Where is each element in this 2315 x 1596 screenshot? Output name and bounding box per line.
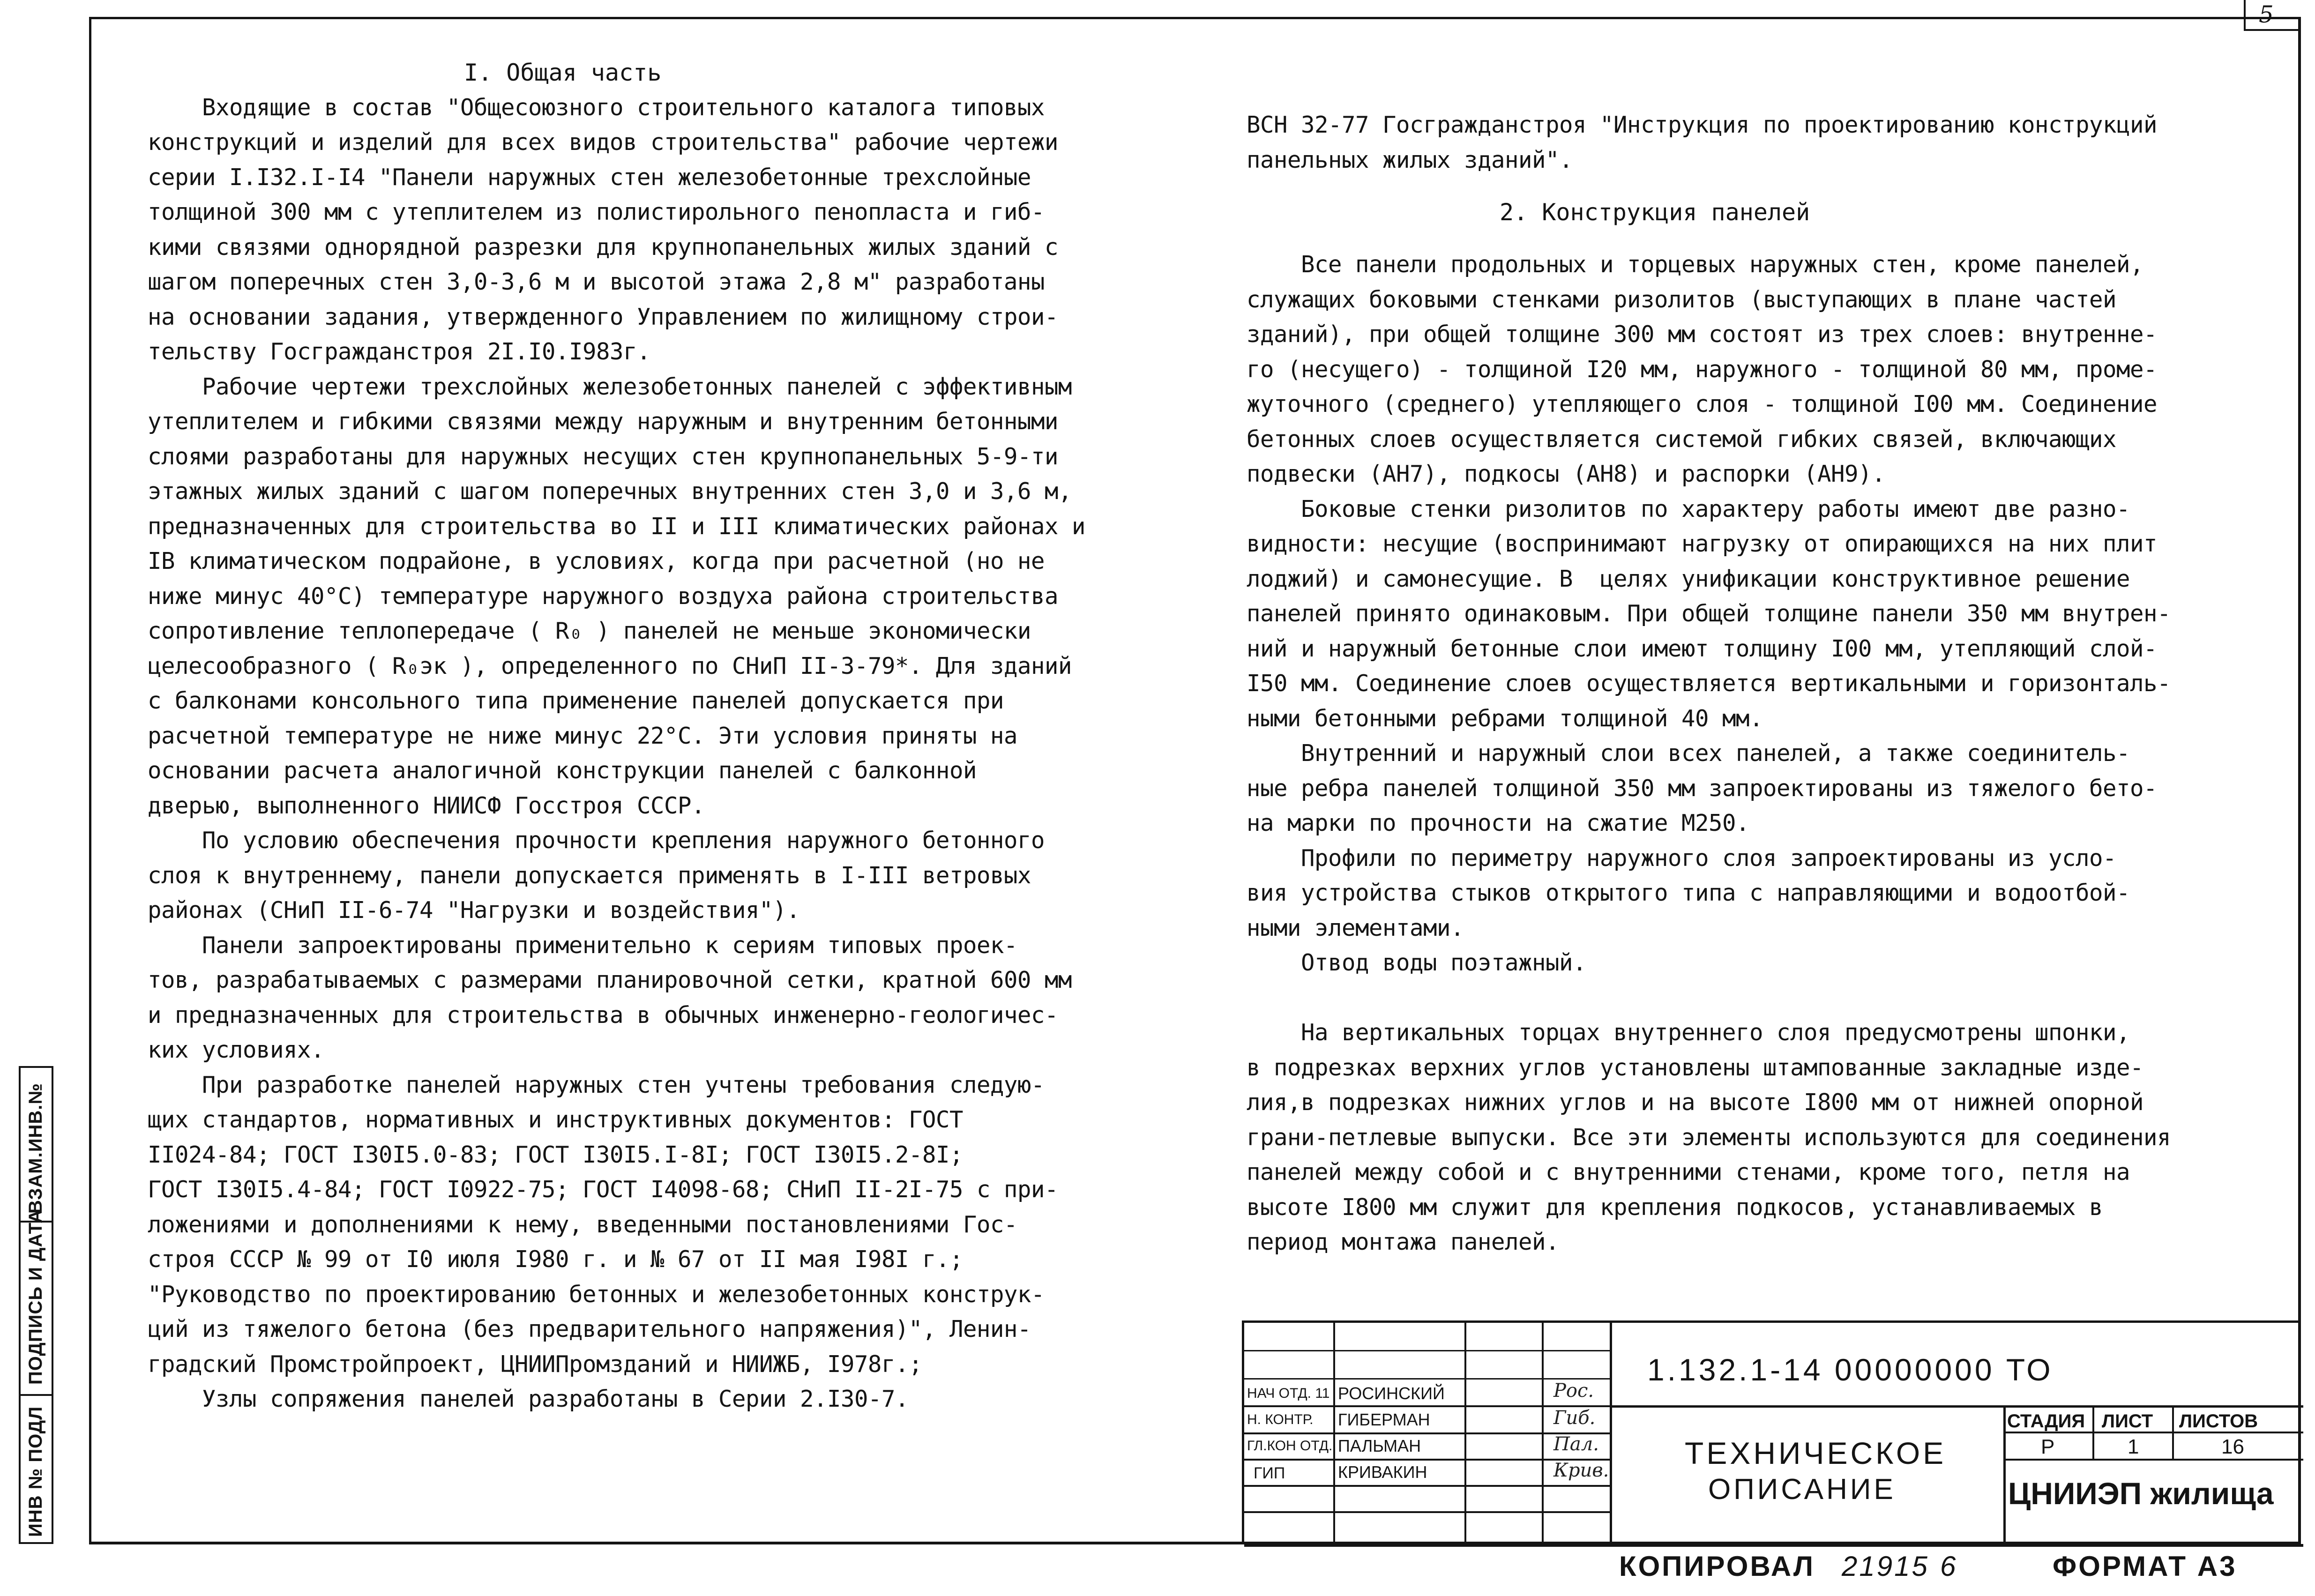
right-heading: 2. Конструкция панелей bbox=[1500, 199, 1810, 226]
left-text-line: кими связями однорядной разрезки для крупнопанельных жилых зданий с bbox=[148, 233, 1059, 261]
sheet-value: 1 bbox=[2128, 1435, 2139, 1458]
left-text-line: щих стандартов, нормативных и инструктивных документов: ГОСТ bbox=[148, 1106, 963, 1133]
tb-line bbox=[1244, 1511, 1610, 1513]
right-text-line: ными элементами. bbox=[1247, 914, 1464, 941]
role-3: ГЛ.КОН ОТД. bbox=[1247, 1438, 1333, 1454]
organization: ЦНИИЭП жилища bbox=[2008, 1476, 2274, 1511]
stamp-label-vzam-inv: ВЗАМ.ИНВ.№ bbox=[25, 1083, 46, 1214]
right-text-line: в подрезках верхних углов установлены штампованные закладные изде- bbox=[1247, 1054, 2144, 1081]
left-text-line: ких условиях. bbox=[148, 1037, 325, 1063]
copied-label: КОПИРОВАЛ bbox=[1619, 1551, 1815, 1582]
left-text-line: слоями разработаны для наружных несущих стен крупнопанельных 5-9-ти bbox=[148, 443, 1059, 470]
format-label: ФОРМАТ А3 bbox=[2053, 1551, 2237, 1582]
left-text-line: сопротивление теплопередаче ( R₀ ) панелей не меньше экономически bbox=[148, 618, 1031, 644]
right-text-line: ными бетонными ребрами толщиной 40 мм. bbox=[1247, 705, 1763, 732]
right-text-line: зданий), при общей толщине 300 мм состоят из трех слоев: внутренне- bbox=[1247, 321, 2158, 348]
right-text-line: Внутренний и наружный слои всех панелей, а также соединитель- bbox=[1247, 740, 2130, 767]
right-text-line: го (несущего) - толщиной I20 мм, наружного - толщиной 80 мм, проме- bbox=[1247, 356, 2158, 383]
signature-2: Гиб. bbox=[1553, 1407, 1596, 1429]
right-text-line: лия,в подрезках нижних углов и на высоте I800 мм от нижней опорной bbox=[1247, 1089, 2144, 1116]
right-text-line: грани-петлевые выпуски. Все эти элементы используются для соединения bbox=[1247, 1124, 2171, 1151]
right-text-line: панельных жилых зданий". bbox=[1247, 146, 1573, 173]
right-text-line: видности: несущие (воспринимают нагрузку от опирающихся на них плит bbox=[1247, 530, 2158, 557]
left-text-line: на основании задания, утвержденного Управлением по жилищному строи- bbox=[148, 303, 1059, 330]
stamp-label-inv-podl: ИНВ № ПОДЛ bbox=[25, 1406, 46, 1537]
copied-extra: 6 bbox=[1940, 1551, 1958, 1582]
left-text-line: ниже минус 40°С) температуре наружного воздуха района строительства bbox=[148, 582, 1059, 610]
left-text-line: ций из тяжелого бетона (без предварительного напряжения)", Ленин- bbox=[148, 1316, 1031, 1342]
left-text-line: районах (СНиП II-6-74 "Нагрузки и воздействия"). bbox=[148, 897, 800, 924]
right-text-line: панелей принято одинаковым. При общей толщине панели 350 мм внутрен- bbox=[1247, 600, 2171, 627]
right-text-line: лоджий) и самонесущие. В целях унификации конструктивное решение bbox=[1247, 565, 2130, 592]
right-text-line: подвески (АН7), подкосы (АН8) и распорки (АН9). bbox=[1247, 461, 1886, 487]
left-text-line: градский Промстройпроект, ЦНИИПромзданий и НИИЖБ, I978г.; bbox=[148, 1350, 923, 1378]
right-text-line: служащих боковыми стенками ризолитов (выступающих в плане частей bbox=[1247, 286, 2117, 313]
tb-line bbox=[1244, 1485, 1610, 1487]
left-text-line: основании расчета аналогичной конструкции панелей с балконной bbox=[148, 757, 977, 784]
tb-line bbox=[1244, 1350, 1610, 1351]
left-text-line: предназначенных для строительства во II и III климатических районах и bbox=[148, 513, 1086, 540]
right-text-line: высоте I800 мм служит для крепления подкосов, устанавливаемых в bbox=[1247, 1193, 2103, 1221]
left-text-line: целесообразного ( R₀эк ), определенного по СНиП II-3-79*. Для зданий bbox=[148, 652, 1072, 679]
name-4: КРИВАКИН bbox=[1338, 1462, 1427, 1482]
document-title-line1: ТЕХНИЧЕСКОЕ bbox=[1685, 1436, 1947, 1470]
right-text-line: период монтажа панелей. bbox=[1247, 1229, 1560, 1255]
left-text-line: ГОСТ I30I5.4-84; ГОСТ I0922-75; ГОСТ I4098-68; СНиП II-2I-75 с при- bbox=[148, 1176, 1059, 1203]
left-text-column bbox=[148, 55, 1085, 1417]
signature-4: Крив. bbox=[1553, 1460, 1609, 1481]
stamp-divider bbox=[19, 1542, 52, 1544]
tb-line bbox=[2003, 1459, 2303, 1461]
right-text-line bbox=[1247, 981, 2171, 1016]
left-text-line: Входящие в состав "Общесоюзного строительного каталога типовых bbox=[148, 94, 1045, 121]
tb-line bbox=[2003, 1405, 2006, 1547]
left-text-line: тельству Госгражданстроя 2I.I0.I983г. bbox=[148, 338, 651, 365]
tb-line bbox=[2092, 1405, 2094, 1461]
right-text-line: панелей между собой и с внутренними стенами, кроме того, петля на bbox=[1247, 1159, 2130, 1186]
sheets-label: ЛИСТОВ bbox=[2179, 1411, 2258, 1432]
right-text-line: Отвод воды поэтажный. bbox=[1247, 949, 1587, 976]
role-1: НАЧ ОТД. 11 bbox=[1247, 1386, 1330, 1401]
tb-line bbox=[1542, 1323, 1544, 1547]
left-text-line: строя СССР № 99 от I0 июля I980 г. и № 67 от II мая I98I г.; bbox=[148, 1246, 963, 1273]
tb-line bbox=[2172, 1405, 2174, 1461]
right-text-line: ные ребра панелей толщиной 350 мм запроектированы из тяжелого бето- bbox=[1247, 775, 2158, 802]
left-text-line bbox=[148, 55, 1085, 90]
name-1: РОСИНСКИЙ bbox=[1338, 1384, 1445, 1403]
sheet-number: 5 bbox=[2259, 1, 2274, 28]
left-text-line: ложениями и дополнениями к нему, введенными постановлениями Гос- bbox=[148, 1211, 1018, 1238]
left-text-line: расчетной температуре не ниже минус 22°С. Эти условия приняты на bbox=[148, 722, 1018, 749]
stage-value: Р bbox=[2041, 1435, 2055, 1458]
document-title-line2: ОПИСАНИЕ bbox=[1708, 1473, 1896, 1506]
right-text-line: жуточного (среднего) утепляющего слоя - толщиной I00 мм. Соединение bbox=[1247, 391, 2158, 418]
right-text-line: вия устройства стыков открытого типа с направляющими и водоотбой- bbox=[1247, 880, 2130, 906]
right-text-line: На вертикальных торцах внутреннего слоя предусмотрены шпонки, bbox=[1247, 1019, 2130, 1046]
left-text-line: и предназначенных для строительства в обычных инженерно-геологичес- bbox=[148, 1001, 1059, 1029]
left-text-line: По условию обеспечения прочности крепления наружного бетонного bbox=[148, 827, 1045, 854]
right-text-line: Профили по периметру наружного слоя запроектированы из усло- bbox=[1247, 844, 2117, 872]
left-text-line: "Руководство по проектированию бетонных и железобетонных конструк- bbox=[148, 1281, 1045, 1308]
sheets-value: 16 bbox=[2221, 1435, 2244, 1458]
left-text-line: конструкций и изделий для всех видов строительства" рабочие чертежи bbox=[148, 129, 1059, 156]
tb-line bbox=[1610, 1405, 2303, 1408]
left-text-line: Узлы сопряжения панелей разработаны в Серии 2.I30-7. bbox=[148, 1386, 909, 1412]
tb-line bbox=[1610, 1323, 1612, 1547]
right-text-line: Все панели продольных и торцевых наружных стен, кроме панелей, bbox=[1247, 251, 2144, 278]
document-code: 1.132.1-14 00000000 ТО bbox=[1647, 1352, 2054, 1387]
left-text-line: Рабочие чертежи трехслойных железобетонных панелей с эффективным bbox=[148, 373, 1072, 400]
tb-line bbox=[1244, 1378, 1610, 1380]
right-text-column bbox=[1247, 108, 2171, 1260]
right-text-line: ВСН 32-77 Госгражданстроя "Инструкция по проектированию конструкций bbox=[1247, 112, 2158, 138]
sheet-label: ЛИСТ bbox=[2102, 1411, 2153, 1432]
stage-label: СТАДИЯ bbox=[2007, 1411, 2085, 1432]
signature-3: Пал. bbox=[1553, 1433, 1599, 1455]
left-text-line: утеплителем и гибкими связями между наружным и внутренним бетонными bbox=[148, 408, 1059, 435]
left-text-line: шагом поперечных стен 3,0-3,6 м и высотой этажа 2,8 м" разработаны bbox=[148, 268, 1045, 295]
name-3: ПАЛЬМАН bbox=[1338, 1436, 1421, 1455]
stamp-label-signature-date: ПОДПИСЬ И ДАТА bbox=[25, 1209, 46, 1385]
tb-line bbox=[1464, 1323, 1466, 1547]
right-text-line: Боковые стенки ризолитов по характеру работы имеют две разно- bbox=[1247, 495, 2130, 522]
right-text-line: бетонных слоев осуществляется системой гибких связей, включающих bbox=[1247, 425, 2117, 453]
role-4: ГИП bbox=[1254, 1464, 1285, 1482]
title-block bbox=[1242, 1320, 2301, 1544]
left-text-line: IВ климатическом подрайоне, в условиях, когда при расчетной (но не bbox=[148, 548, 1045, 574]
left-heading: I. Общая часть bbox=[464, 59, 662, 86]
stamp-divider bbox=[19, 1066, 52, 1068]
left-margin-stamp bbox=[19, 1066, 89, 1544]
left-text-line: этажных жилых зданий с шагом поперечных внутренних стен 3,0 и 3,6 м, bbox=[148, 478, 1072, 505]
right-text-line: I50 мм. Соединение слоев осуществляется вертикальными и горизонталь- bbox=[1247, 670, 2171, 697]
left-text-line: II024-84; ГОСТ I30I5.0-83; ГОСТ I30I5.I-8I; ГОСТ I30I5.2-8I; bbox=[148, 1141, 963, 1168]
stamp-divider bbox=[19, 1394, 52, 1396]
left-text-line: дверью, выполненного НИИСФ Госстроя СССР. bbox=[148, 792, 705, 819]
name-2: ГИБЕРМАН bbox=[1338, 1410, 1430, 1429]
left-text-line: толщиной 300 мм с утеплителем из полистирольного пенопласта и гиб- bbox=[148, 199, 1045, 225]
tb-line bbox=[1244, 1544, 2303, 1547]
copied-number: 21915 bbox=[1842, 1551, 1929, 1582]
role-2: Н. КОНТР. bbox=[1247, 1412, 1314, 1427]
left-text-line: При разработке панелей наружных стен учтены требования следую- bbox=[148, 1071, 1045, 1098]
right-text-line: на марки по прочности на сжатие М250. bbox=[1247, 810, 1750, 836]
left-text-line: тов, разрабатываемых с размерами планировочной сетки, кратной 600 мм bbox=[148, 967, 1072, 993]
signature-1: Рос. bbox=[1553, 1380, 1594, 1402]
right-text-line: ний и наружный бетонные слои имеют толщину I00 мм, утепляющий слой- bbox=[1247, 635, 2158, 662]
left-text-line: серии I.I32.I-I4 "Панели наружных стен железобетонные трехслойные bbox=[148, 164, 1031, 191]
left-text-line: слоя к внутреннему, панели допускается применять в I-III ветровых bbox=[148, 862, 1031, 889]
tb-line bbox=[1333, 1323, 1335, 1547]
left-text-line: с балконами консольного типа применение панелей допускается при bbox=[148, 687, 1004, 714]
left-text-line: Панели запроектированы применительно к сериям типовых проек- bbox=[148, 932, 1018, 959]
